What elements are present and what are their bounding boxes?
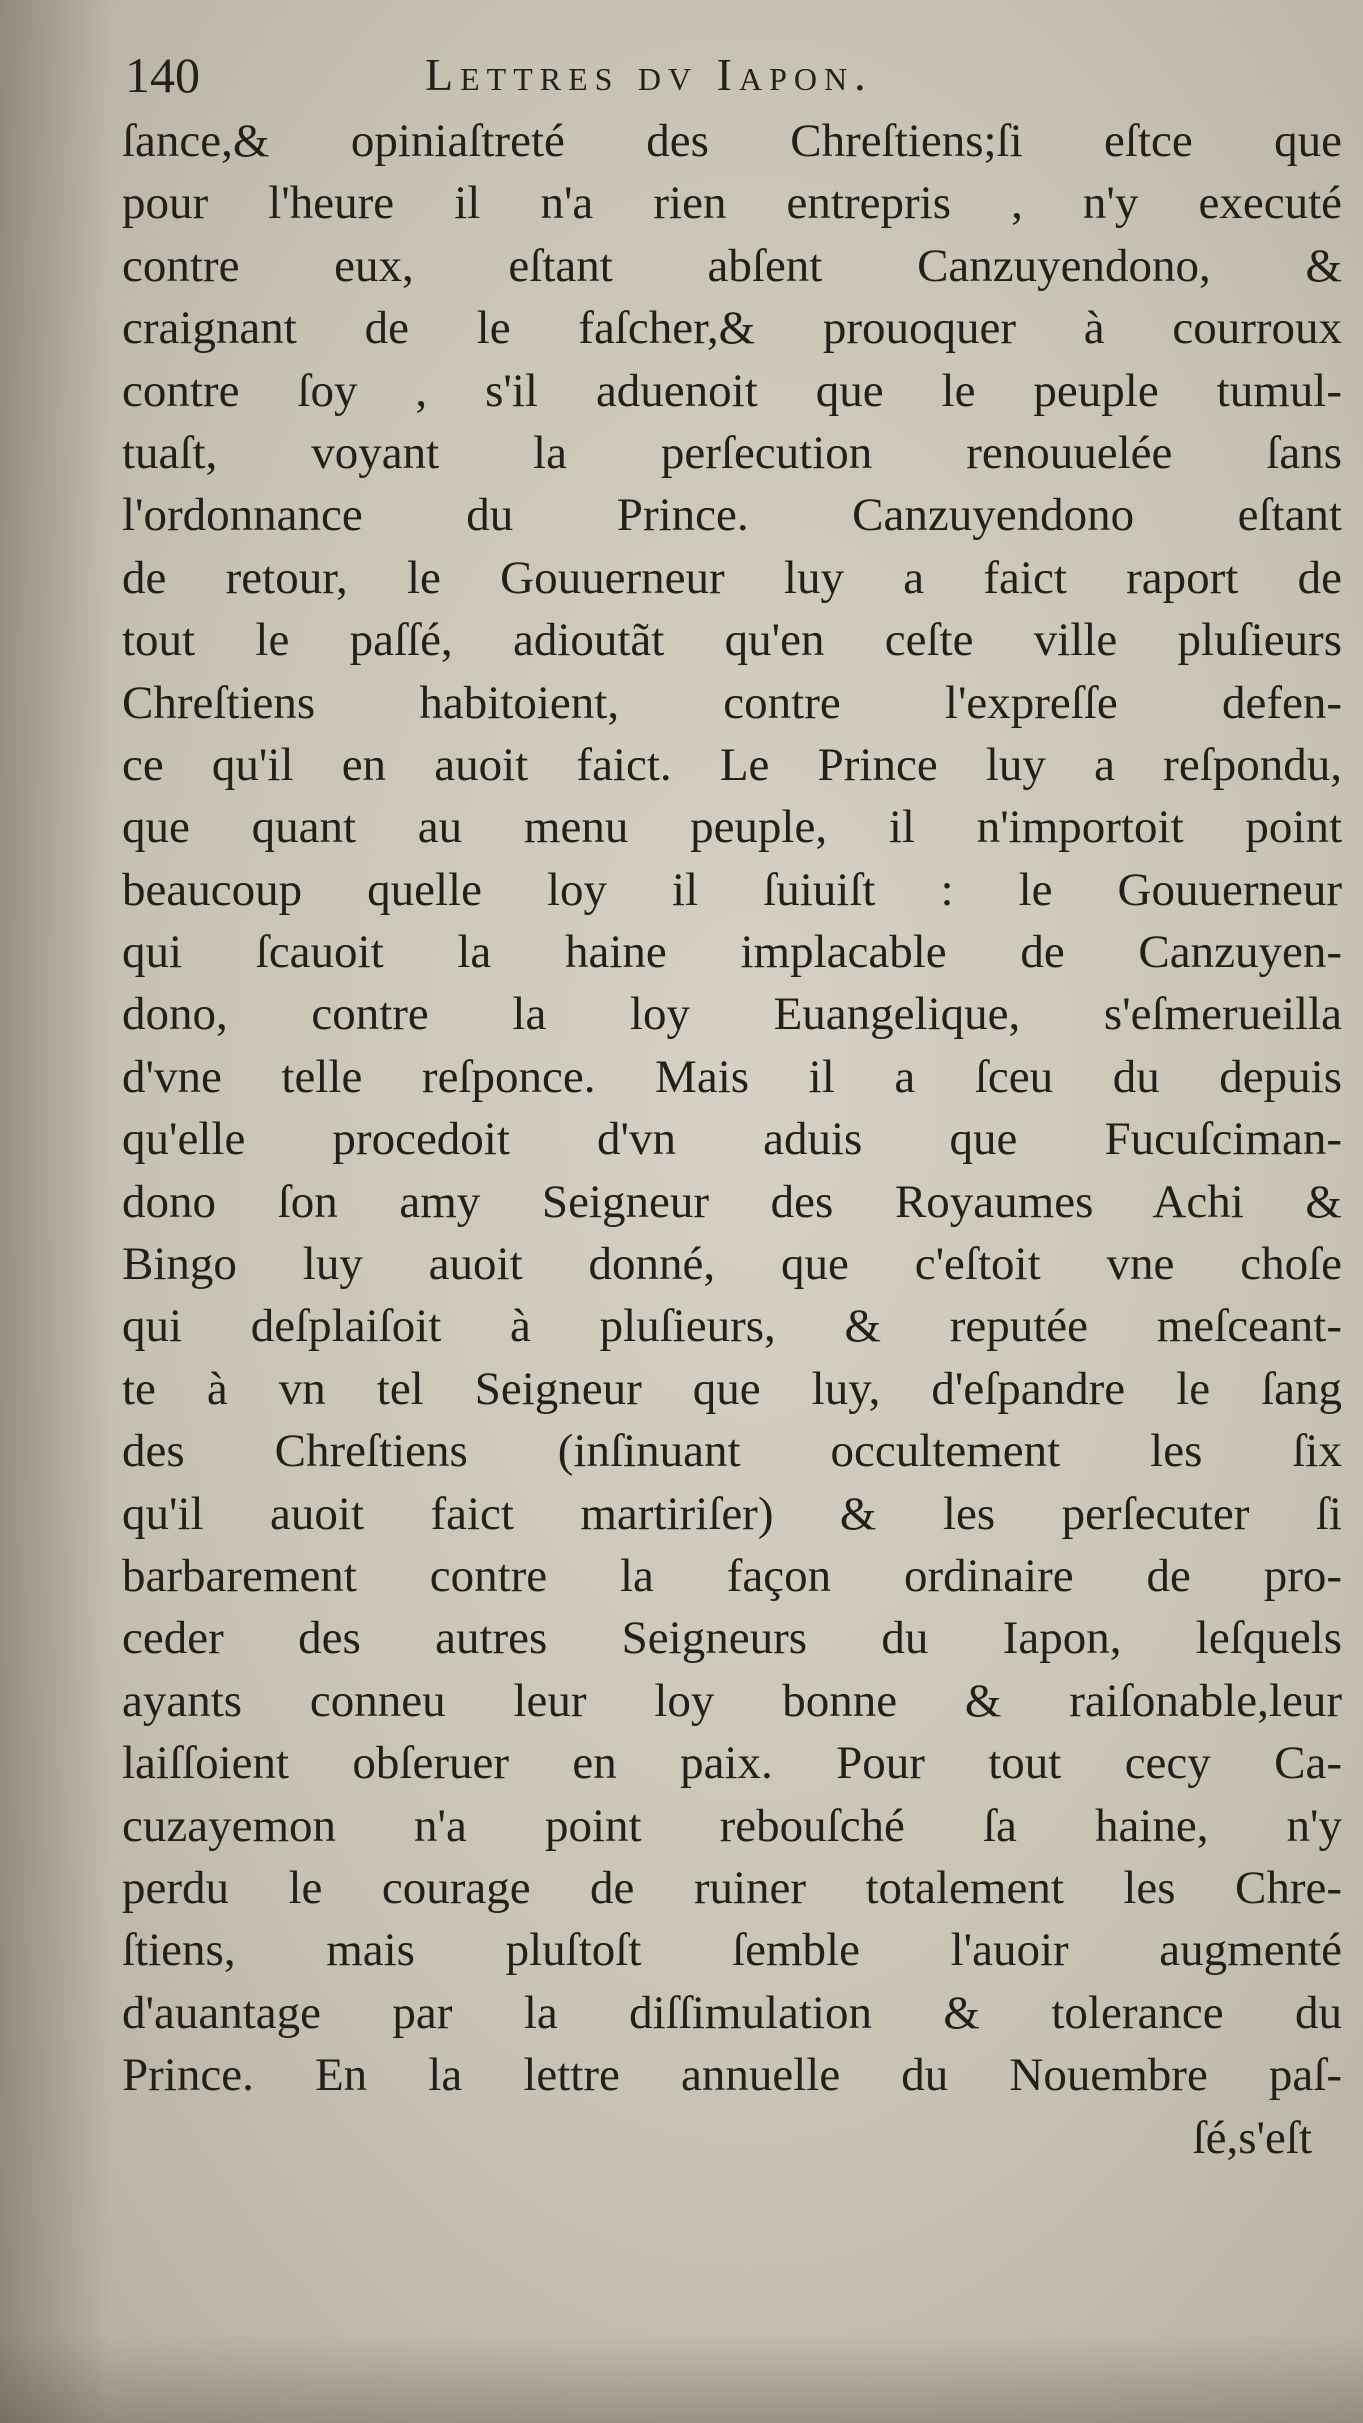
text-line: qui deſplaiſoit à pluſieurs, & reputée meſceant- <box>122 1300 1342 1353</box>
text-line: d'auantage par la diſſimulation & tolerance du <box>122 1986 1342 2039</box>
text-line: dono ſon amy Seigneur des Royaumes Achi & <box>122 1175 1342 1228</box>
text-line: que quant au menu peuple, il n'importoit point <box>122 801 1342 854</box>
text-line: contre ſoy , s'il aduenoit que le peuple tumul- <box>122 364 1342 417</box>
text-line: qui ſcauoit la haine implacable de Canzuyen- <box>122 926 1342 979</box>
text-line: te à vn tel Seigneur que luy, d'eſpandre le ſang <box>122 1362 1342 1415</box>
text-line: cuzayemon n'a point rebouſché ſa haine, n'y <box>122 1799 1342 1852</box>
text-line: ayants conneu leur loy bonne & raiſonable,leur <box>122 1674 1342 1727</box>
text-line: qu'elle procedoit d'vn aduis que Fucuſciman- <box>122 1113 1342 1166</box>
text-line: tout le paſſé, adioutãt qu'en ceſte ville pluſieurs <box>122 614 1342 667</box>
running-title: Lettres dv Iapon. <box>425 49 873 100</box>
text-line: de retour, le Gouuerneur luy a faict raport de <box>122 551 1342 604</box>
text-line: ce qu'il en auoit faict. Le Prince luy a reſpondu, <box>122 738 1342 791</box>
text-line: ceder des autres Seigneurs du Iapon, leſquels <box>122 1612 1342 1665</box>
running-header <box>125 40 1305 110</box>
text-line: pour l'heure il n'a rien entrepris , n'y executé <box>122 177 1342 230</box>
text-line: l'ordonnance du Prince. Canzuyendono eſtant <box>122 489 1342 542</box>
text-line: Chreſtiens habitoient, contre l'expreſſe defen- <box>122 676 1342 729</box>
text-line: laiſſoient obſeruer en paix. Pour tout cecy Ca- <box>122 1737 1342 1790</box>
text-line: des Chreſtiens (inſinuant occultement les ſix <box>122 1425 1342 1478</box>
text-line: ſtiens, mais pluſtoſt ſemble l'auoir augmenté <box>122 1924 1342 1977</box>
page-number: 140 <box>125 47 200 103</box>
text-line: ſance,& opiniaſtreté des Chreſtiens;ſi eſtce que <box>122 115 1342 167</box>
text-line: tuaſt, voyant la perſecution renouuelée ſans <box>122 426 1342 479</box>
gutter-shadow <box>0 0 110 2423</box>
text-line: qu'il auoit faict martiriſer) & les perſecuter ſi <box>122 1487 1342 1540</box>
text-line: Prince. En la lettre annuelle du Nouembre paſ- <box>122 2049 1342 2102</box>
text-line: craignant de le faſcher,& prouoquer à courroux <box>122 302 1342 355</box>
bottom-shadow <box>0 2333 1363 2423</box>
text-line: beaucoup quelle loy il ſuiuiſt : le Gouuerneur <box>122 863 1342 916</box>
text-line: Bingo luy auoit donné, que c'eſtoit vne choſe <box>122 1238 1342 1291</box>
text-line: contre eux, eſtant abſent Canzuyendono, & <box>122 239 1342 292</box>
catchword-line: ſé,s'eſt <box>1192 2111 1312 2164</box>
body-text <box>122 110 1342 2169</box>
text-line: perdu le courage de ruiner totalement les Chre- <box>122 1861 1342 1914</box>
text-line: barbarement contre la façon ordinaire de pro- <box>122 1549 1342 1602</box>
text-line: d'vne telle reſponce. Mais il a ſceu du depuis <box>122 1050 1342 1103</box>
text-line: dono, contre la loy Euangelique, s'eſmerueilla <box>122 988 1342 1041</box>
